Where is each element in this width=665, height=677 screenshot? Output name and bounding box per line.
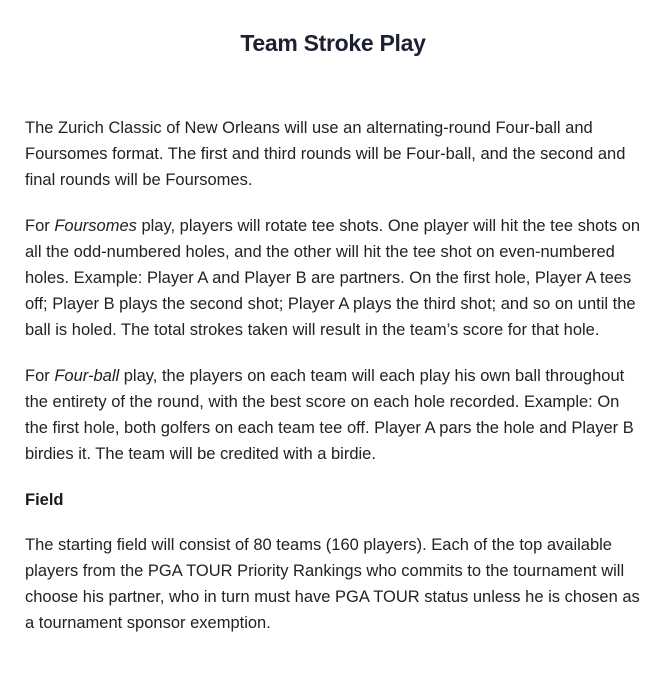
foursomes-lead: For	[25, 217, 55, 235]
four-ball-lead: For	[25, 367, 55, 385]
four-ball-text: play, the players on each team will each play his own ball throughout the entirety of the round, with the best score on each hole recorded. Example: On the first hole, both golfers on each team tee off. Player A pars the hole and Player B birdies it. The team will be credited with a birdie.	[25, 367, 634, 463]
article-body	[25, 115, 641, 636]
foursomes-paragraph	[25, 213, 641, 343]
page-title: Team Stroke Play	[240, 30, 426, 56]
field-heading: Field	[25, 491, 64, 509]
foursomes-text: play, players will rotate tee shots. One player will hit the tee shots on all the odd-numbered holes, and the other will hit the tee shot on even-numbered holes. Example: Player A and Player B are partners. On the first hole, Player A tees off; Player B plays the second shot; Player A plays the third shot; and so on until the ball is holed. The total strokes taken will result in the team’s score for that hole.	[25, 217, 641, 339]
field-paragraph: The starting field will consist of 80 teams (160 players). Each of the top available players from the PGA TOUR Priority Rankings who commits to the tournament will choose his partner, who in turn must have PGA TOUR status unless he is chosen as a tournament sponsor exemption.	[25, 536, 640, 632]
four-ball-paragraph	[25, 363, 641, 467]
format-paragraph: The Zurich Classic of New Orleans will use an alternating-round Four-ball and Foursomes format. The first and third rounds will be Four-ball, and the second and final rounds will be Foursomes.	[25, 119, 626, 189]
foursomes-term: Foursomes	[54, 217, 137, 235]
four-ball-term: Four-ball	[54, 367, 120, 385]
